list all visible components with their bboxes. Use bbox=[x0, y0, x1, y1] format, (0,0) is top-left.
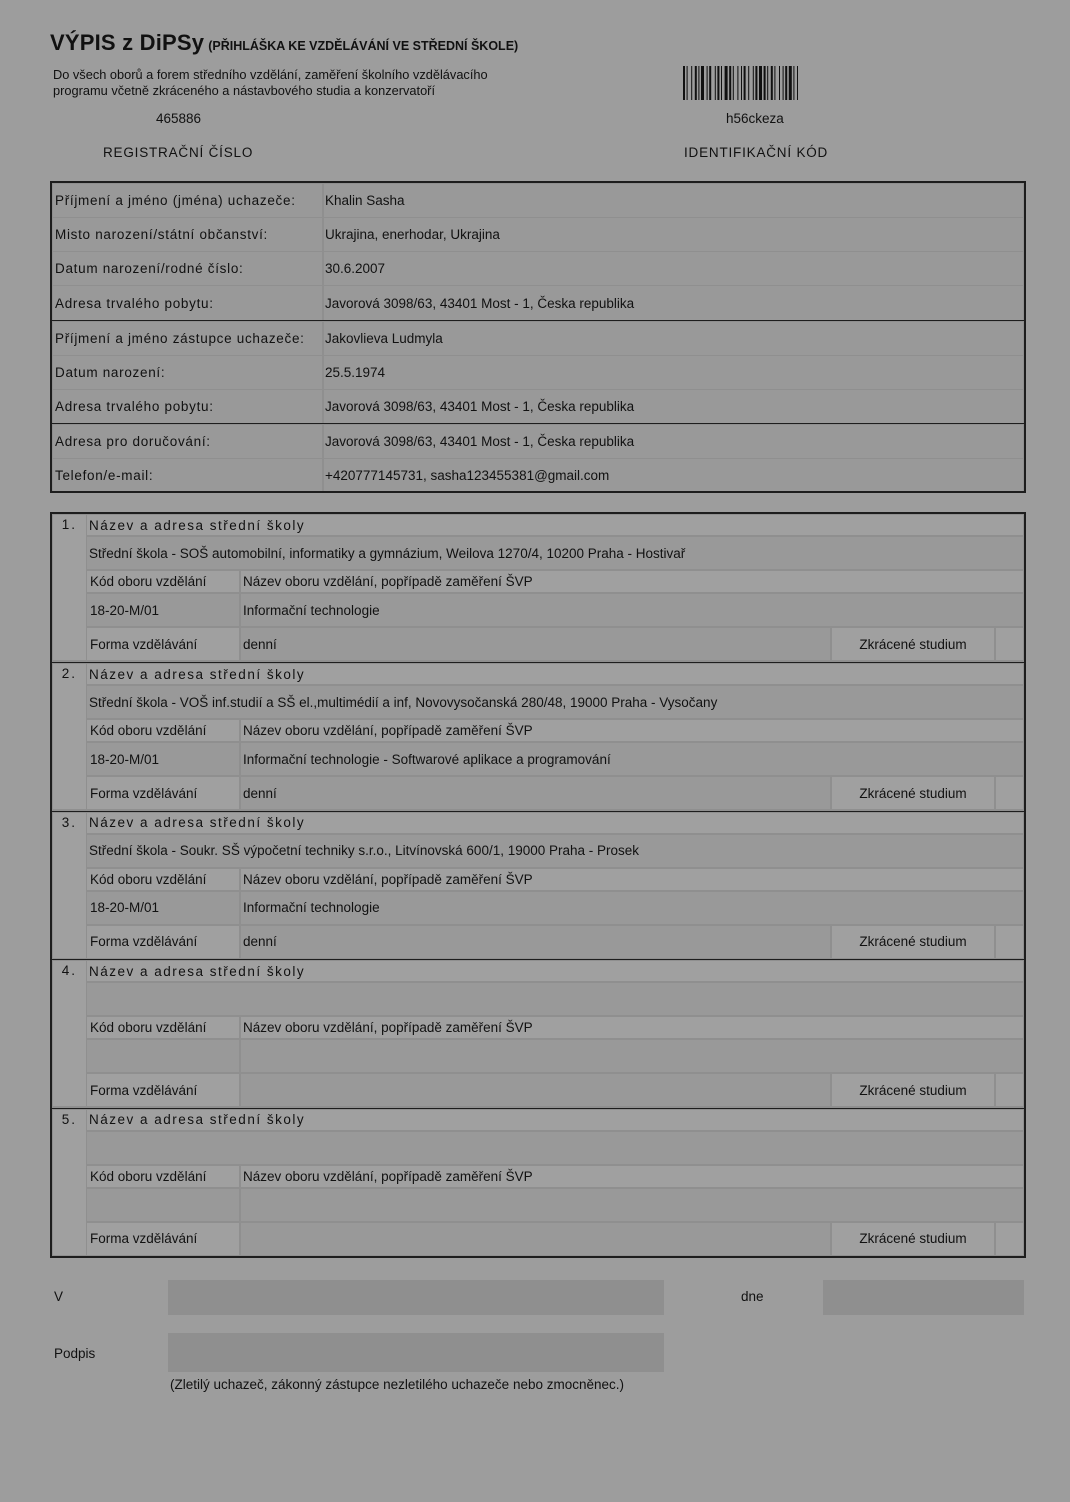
school-header-label: Název a adresa střední školy bbox=[87, 961, 1023, 981]
school-block bbox=[52, 662, 1024, 810]
school-header-label: Název a adresa střední školy bbox=[87, 664, 1023, 684]
row-value: Javorová 3098/63, 43401 Most - 1, Česka republika bbox=[324, 390, 1023, 423]
school-number: 2. bbox=[53, 664, 86, 809]
code-label: Kód oboru vzdělání bbox=[87, 869, 239, 890]
school-name: Střední škola - VOŠ inf.studií a SŠ el.,multimédií a inf, Novovysočanská 280/48, 19000 Praha - Vysočany bbox=[87, 686, 1023, 718]
form-value: denní bbox=[241, 628, 830, 660]
shortened-study-box bbox=[996, 1074, 1023, 1106]
form-value bbox=[241, 1074, 830, 1106]
row-value: 25.5.1974 bbox=[324, 356, 1023, 389]
school-name: Střední škola - SOŠ automobilní, informatiky a gymnázium, Weilova 1270/4, 10200 Praha - Hostivař bbox=[87, 537, 1023, 569]
date-label: dne bbox=[741, 1289, 764, 1304]
title-main: VÝPIS z DiPSy bbox=[50, 30, 205, 55]
form-label: Forma vzdělávání bbox=[87, 777, 239, 809]
row-label: Příjmení a jméno (jména) uchazeče: bbox=[53, 184, 322, 217]
shortened-study-box bbox=[996, 628, 1023, 660]
applicant-row bbox=[52, 355, 1024, 389]
row-label: Datum narození: bbox=[53, 356, 322, 389]
field-name: Informační technologie bbox=[241, 892, 1023, 924]
field-name: Informační technologie - Softwarové aplikace a programování bbox=[241, 743, 1023, 775]
identification-code: h56ckeza bbox=[726, 111, 784, 126]
row-value: Javorová 3098/63, 43401 Most - 1, Česka republika bbox=[324, 286, 1023, 320]
field-label: Název oboru vzdělání, popřípadě zaměření ŠVP bbox=[241, 1166, 1023, 1187]
field-code: 18-20-M/01 bbox=[87, 594, 239, 626]
school-number: 3. bbox=[53, 813, 86, 958]
shortened-study-label: Zkrácené studium bbox=[832, 777, 994, 809]
code-label: Kód oboru vzdělání bbox=[87, 1017, 239, 1038]
row-label: Misto narození/státní občanství: bbox=[53, 218, 322, 251]
form-value bbox=[241, 1223, 830, 1255]
field-label: Název oboru vzdělání, popřípadě zaměření ŠVP bbox=[241, 720, 1023, 741]
school-header-label: Název a adresa střední školy bbox=[87, 1110, 1023, 1130]
form-label: Forma vzdělávání bbox=[87, 1074, 239, 1106]
shortened-study-label: Zkrácené studium bbox=[832, 926, 994, 958]
field-name: Informační technologie bbox=[241, 594, 1023, 626]
subtitle-line-2: programu včetně zkráceného a nástavbového studia a konzervatoří bbox=[53, 82, 436, 98]
place-field[interactable] bbox=[168, 1280, 664, 1315]
row-value: Ukrajina, enerhodar, Ukrajina bbox=[324, 218, 1023, 251]
applicant-row bbox=[52, 458, 1024, 491]
field-label: Název oboru vzdělání, popřípadě zaměření ŠVP bbox=[241, 571, 1023, 592]
shortened-study-label: Zkrácené studium bbox=[832, 1223, 994, 1255]
title-suffix: (PŘIHLÁŠKA KE VZDĚLÁVÁNÍ VE STŘEDNÍ ŠKOLE) bbox=[208, 39, 519, 53]
row-label: Datum narození/rodné číslo: bbox=[53, 252, 322, 285]
field-name bbox=[241, 1040, 1023, 1072]
row-value: Khalin Sasha bbox=[324, 184, 1023, 217]
identification-label: IDENTIFIKAČNÍ KÓD bbox=[684, 145, 829, 160]
field-code bbox=[87, 1040, 239, 1072]
school-name: Střední škola - Soukr. SŠ výpočetní techniky s.r.o., Litvínovská 600/1, 19000 Praha - Prosek bbox=[87, 835, 1023, 867]
shortened-study-box bbox=[996, 1223, 1023, 1255]
applicant-row bbox=[52, 251, 1024, 285]
school-number: 4. bbox=[53, 961, 86, 1106]
shortened-study-label: Zkrácené studium bbox=[832, 1074, 994, 1106]
applicant-row bbox=[52, 285, 1024, 320]
row-value: 30.6.2007 bbox=[324, 252, 1023, 285]
field-label: Název oboru vzdělání, popřípadě zaměření ŠVP bbox=[241, 1017, 1023, 1038]
applicant-row bbox=[52, 217, 1024, 251]
code-label: Kód oboru vzdělání bbox=[87, 571, 239, 592]
school-header-label: Název a adresa střední školy bbox=[87, 813, 1023, 833]
date-field[interactable] bbox=[823, 1280, 1024, 1315]
form-label: Forma vzdělávání bbox=[87, 926, 239, 958]
school-block bbox=[52, 514, 1024, 662]
school-block bbox=[52, 811, 1024, 959]
shortened-study-box bbox=[996, 926, 1023, 958]
applicant-row bbox=[52, 389, 1024, 423]
registration-number: 465886 bbox=[156, 111, 202, 126]
applicant-row bbox=[52, 320, 1024, 355]
row-label: Telefon/e-mail: bbox=[53, 459, 322, 491]
field-name bbox=[241, 1189, 1023, 1221]
row-value: +420777145731, sasha123455381@gmail.com bbox=[324, 459, 1023, 491]
row-label: Adresa trvalého pobytu: bbox=[53, 286, 322, 320]
row-label: Adresa trvalého pobytu: bbox=[53, 390, 322, 423]
field-label: Název oboru vzdělání, popřípadě zaměření ŠVP bbox=[241, 869, 1023, 890]
applicant-row bbox=[52, 423, 1024, 458]
place-label: V bbox=[54, 1289, 64, 1304]
school-block bbox=[52, 959, 1024, 1107]
form-value: denní bbox=[241, 777, 830, 809]
applicant-row bbox=[52, 183, 1024, 217]
shortened-study-label: Zkrácené studium bbox=[832, 628, 994, 660]
field-code: 18-20-M/01 bbox=[87, 892, 239, 924]
row-label: Příjmení a jméno zástupce uchazeče: bbox=[53, 322, 322, 355]
row-value: Javorová 3098/63, 43401 Most - 1, Česka republika bbox=[324, 425, 1023, 458]
school-name bbox=[87, 983, 1023, 1015]
row-label: Adresa pro doručování: bbox=[53, 425, 322, 458]
form-label: Forma vzdělávání bbox=[87, 1223, 239, 1255]
form-value: denní bbox=[241, 926, 830, 958]
registration-label: REGISTRAČNÍ ČÍSLO bbox=[103, 145, 254, 160]
barcode bbox=[683, 66, 891, 100]
subtitle bbox=[53, 67, 613, 98]
field-code: 18-20-M/01 bbox=[87, 743, 239, 775]
signature-label: Podpis bbox=[54, 1346, 96, 1361]
form-label: Forma vzdělávání bbox=[87, 628, 239, 660]
shortened-study-box bbox=[996, 777, 1023, 809]
code-label: Kód oboru vzdělání bbox=[87, 1166, 239, 1187]
schools-box bbox=[50, 512, 1026, 1258]
school-header-label: Název a adresa střední školy bbox=[87, 515, 1023, 535]
signature-note: (Zletilý uchazeč, zákonný zástupce nezletilého uchazeče nebo zmocněnec.) bbox=[170, 1377, 625, 1392]
page-title bbox=[50, 30, 518, 56]
school-number: 5. bbox=[53, 1110, 86, 1255]
school-name bbox=[87, 1132, 1023, 1164]
school-number: 1. bbox=[53, 515, 86, 660]
subtitle-line-1: Do všech oborů a forem středního vzdělání, zaměření školního vzdělávacího bbox=[53, 67, 488, 82]
code-label: Kód oboru vzdělání bbox=[87, 720, 239, 741]
row-value: Jakovlieva Ludmyla bbox=[324, 322, 1023, 355]
field-code bbox=[87, 1189, 239, 1221]
applicant-box bbox=[50, 181, 1026, 493]
school-block bbox=[52, 1108, 1024, 1256]
signature-field[interactable] bbox=[168, 1333, 664, 1372]
